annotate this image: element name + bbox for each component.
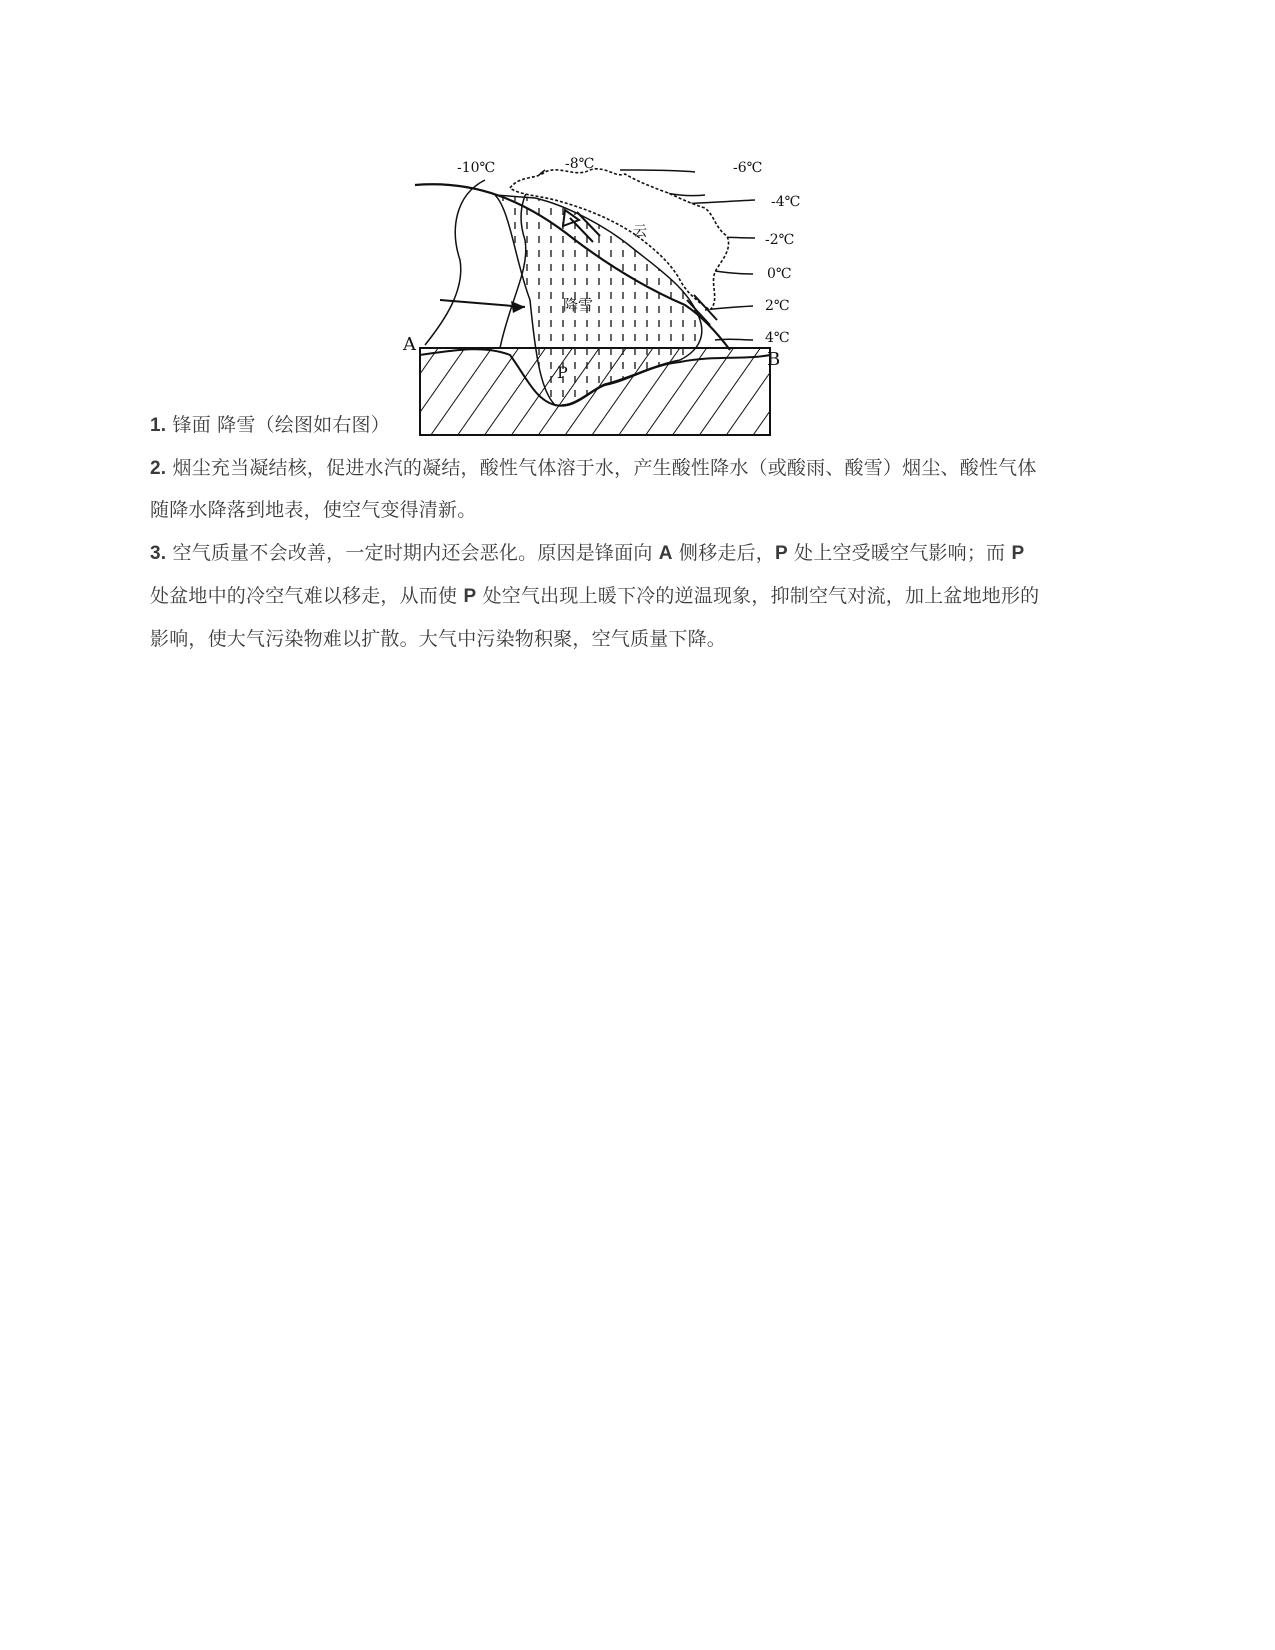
front-snowfall-diagram bbox=[403, 150, 835, 455]
label-p-inline: P bbox=[774, 543, 788, 564]
answer-3-line-2 bbox=[150, 583, 1039, 610]
label-a-inline: A bbox=[658, 543, 673, 564]
label-cloud: 云 bbox=[633, 224, 647, 240]
label-a: A bbox=[403, 334, 416, 355]
isotherm-label: 4℃ bbox=[765, 330, 790, 346]
answer-2-line-2 bbox=[150, 497, 476, 523]
isotherm-label: -6℃ bbox=[733, 160, 763, 176]
isotherm bbox=[425, 180, 485, 345]
label-p-inline: P bbox=[463, 586, 477, 607]
answer-separator: . bbox=[160, 458, 167, 479]
label-p: P bbox=[557, 363, 568, 382]
answer-separator: . bbox=[160, 415, 167, 436]
answer-number: 1 bbox=[150, 415, 161, 436]
label-snow: 降雪 bbox=[563, 296, 594, 314]
isotherm-label: -10℃ bbox=[457, 160, 496, 176]
answer-text-line: 随降水降落到地表，使空气变得清新。 bbox=[150, 499, 477, 521]
label-p-inline: P bbox=[1011, 543, 1025, 564]
answer-1 bbox=[150, 412, 390, 439]
answer-text-segment: 处盆地中的冷空气难以移走，从而使 bbox=[150, 585, 464, 607]
isotherm-label: -8℃ bbox=[565, 156, 595, 172]
isotherm bbox=[715, 339, 753, 340]
answer-separator: . bbox=[160, 543, 167, 564]
answer-text-line: 影响，使大气污染物难以扩散。大气中污染物积聚，空气质量下降。 bbox=[150, 628, 727, 650]
answer-text-segment: 处上空受暖空气影响；而 bbox=[787, 542, 1012, 564]
isotherm-label: -2℃ bbox=[765, 232, 795, 248]
answer-3-line-1 bbox=[150, 540, 1024, 567]
answer-text-line: 烟尘充当凝结核，促进水汽的凝结，酸性气体溶于水，产生酸性降水（或酸雨、酸雪）烟尘、酸性气体 bbox=[172, 457, 1037, 479]
answer-text-segment: 处空气出现上暖下冷的逆温现象，抑制空气对流，加上盆地地形的 bbox=[476, 585, 1040, 607]
isotherm-label: 2℃ bbox=[765, 298, 790, 314]
answer-number: 3 bbox=[150, 543, 161, 564]
isotherm-label: 0℃ bbox=[767, 266, 792, 282]
answer-text-segment: 侧移走后， bbox=[672, 542, 775, 564]
answer-2-line-1 bbox=[150, 455, 1037, 482]
answer-text-segment: 空气质量不会改善，一定时期内还会恶化。原因是锋面向 bbox=[172, 542, 659, 564]
label-b: B bbox=[767, 349, 781, 370]
answer-number: 2 bbox=[150, 458, 161, 479]
answer-3-line-3 bbox=[150, 626, 726, 652]
isotherm-label: -4℃ bbox=[771, 194, 801, 210]
answer-text-line: 锋面 降雪（绘图如右图） bbox=[172, 414, 390, 436]
